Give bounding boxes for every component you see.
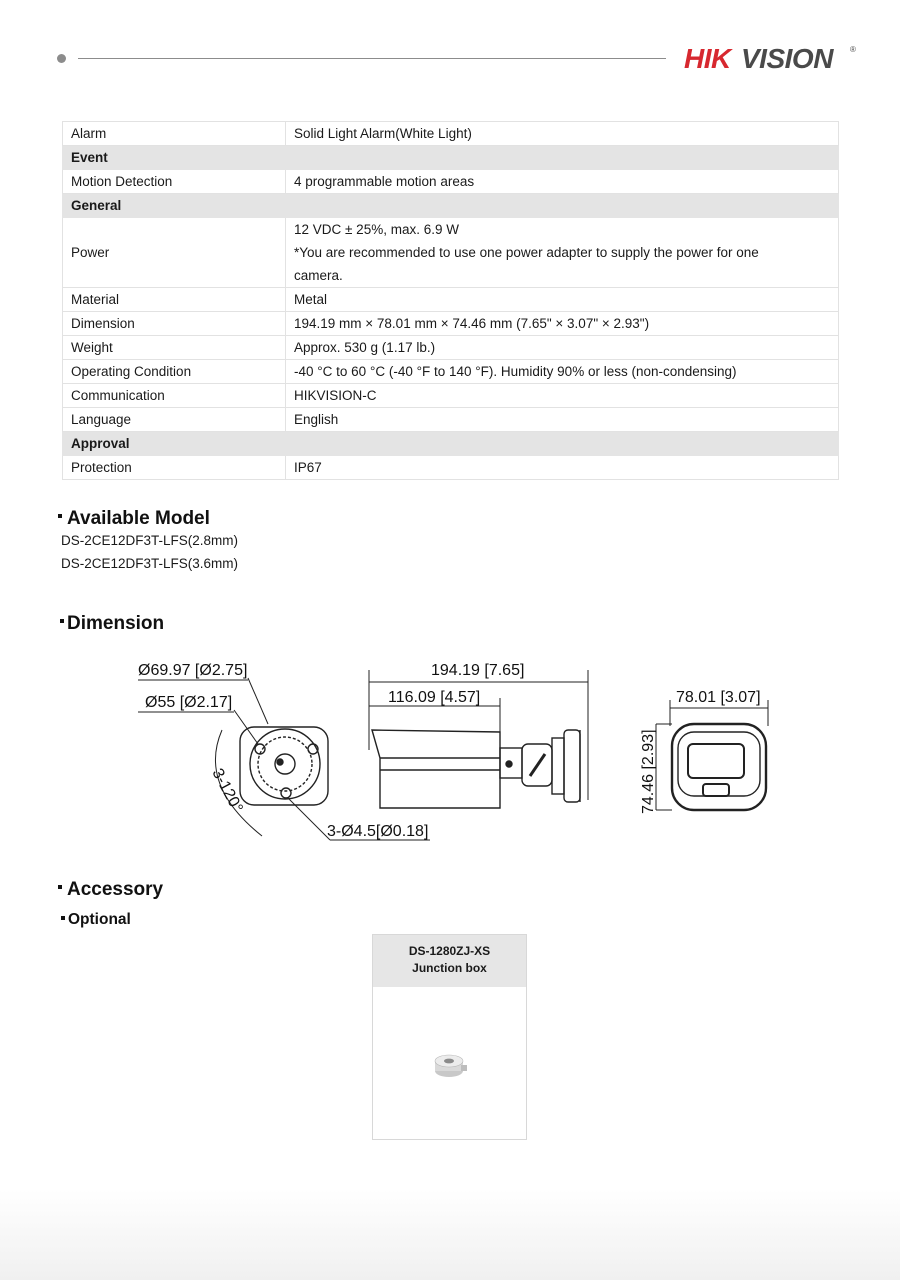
spec-table	[62, 121, 839, 480]
spec-value-line: -40 °C to 60 °C (-40 °F to 140 °F). Humidity 90% or less (non-condensing)	[294, 364, 737, 379]
spec-row	[63, 456, 839, 480]
spec-value	[286, 170, 839, 194]
accessory-card	[372, 934, 527, 1140]
spec-value-line: 12 VDC ± 25%, max. 6.9 W	[294, 222, 459, 237]
available-model-heading: Available Model	[58, 508, 210, 530]
accessory-heading: Accessory	[58, 879, 163, 901]
inner-diameter-label: Ø55 [Ø2.17]	[145, 694, 233, 711]
spec-value	[286, 336, 839, 360]
hikvision-logo	[684, 40, 860, 74]
angle-label: 3-120°	[208, 765, 246, 816]
spec-value	[286, 218, 839, 288]
optional-heading: Optional	[61, 911, 131, 929]
spec-section-label: Event	[63, 146, 839, 170]
spec-value-line: 4 programmable motion areas	[294, 174, 475, 189]
spec-value	[286, 288, 839, 312]
spec-row	[63, 408, 839, 432]
spec-value-line: HIKVISION-C	[294, 388, 377, 403]
spec-value	[286, 384, 839, 408]
outer-diameter-label: Ø69.97 [Ø2.75]	[138, 662, 248, 679]
spec-key: Communication	[63, 384, 286, 408]
model-item: DS-2CE12DF3T-LFS(3.6mm)	[61, 556, 239, 571]
spec-value-line: Metal	[294, 292, 328, 307]
bullet-square-icon	[60, 619, 64, 623]
dimension-heading: Dimension	[60, 613, 164, 635]
spec-value	[286, 456, 839, 480]
spec-value-line: camera.	[294, 268, 343, 283]
spec-key: Power	[63, 218, 286, 288]
spec-key: Alarm	[63, 122, 286, 146]
spec-key: Motion Detection	[63, 170, 286, 194]
model-item: DS-2CE12DF3T-LFS(2.8mm)	[61, 533, 239, 548]
bullet-square-icon	[58, 514, 62, 518]
spec-row	[63, 360, 839, 384]
spec-value	[286, 122, 839, 146]
spec-row	[63, 122, 839, 146]
holes-label: 3-Ø4.5[Ø0.18]	[327, 823, 429, 840]
spec-section-row	[63, 194, 839, 218]
spec-value-line: English	[294, 412, 339, 427]
dimension-drawing	[0, 640, 900, 860]
total-length-label: 194.19 [7.65]	[431, 662, 525, 679]
spec-value-line: 194.19 mm × 78.01 mm × 74.46 mm (7.65" × 3.07" × 2.93")	[294, 316, 650, 331]
spec-value-line: Solid Light Alarm(White Light)	[294, 126, 472, 141]
spec-row	[63, 288, 839, 312]
spec-key: Protection	[63, 456, 286, 480]
accessory-name: Junction box	[412, 961, 487, 975]
svg-text:VISION: VISION	[741, 43, 833, 74]
spec-value-line: *You are recommended to use one power adapter to supply the power for one	[294, 245, 759, 260]
rear-view	[656, 700, 768, 810]
spec-value	[286, 408, 839, 432]
spec-key: Weight	[63, 336, 286, 360]
spec-row	[63, 170, 839, 194]
svg-text:HIK: HIK	[684, 43, 731, 74]
header-dot	[57, 54, 66, 63]
spec-section-row	[63, 146, 839, 170]
junction-box-image	[431, 1049, 471, 1081]
spec-value	[286, 360, 839, 384]
spec-section-label: Approval	[63, 432, 839, 456]
height-label: 74.46 [2.93]	[640, 729, 657, 814]
header-rule	[78, 58, 666, 59]
spec-key: Dimension	[63, 312, 286, 336]
spec-section-row	[63, 432, 839, 456]
accessory-model: DS-1280ZJ-XS	[408, 944, 491, 958]
spec-row	[63, 384, 839, 408]
spec-value-line: IP67	[294, 460, 322, 475]
bullet-square-icon	[61, 916, 65, 920]
spec-section-label: General	[63, 194, 839, 218]
footer-band	[0, 1190, 900, 1280]
spec-key: Language	[63, 408, 286, 432]
spec-row	[63, 218, 839, 288]
spec-key: Material	[63, 288, 286, 312]
spec-value	[286, 312, 839, 336]
spec-key: Operating Condition	[63, 360, 286, 384]
spec-value-line: Approx. 530 g (1.17 lb.)	[294, 340, 436, 355]
svg-text:®: ®	[850, 45, 856, 54]
bullet-square-icon	[58, 885, 62, 889]
accessory-card-header	[373, 935, 526, 987]
spec-row	[63, 312, 839, 336]
spec-row	[63, 336, 839, 360]
body-length-label: 116.09 [4.57]	[388, 689, 481, 706]
width-label: 78.01 [3.07]	[676, 689, 761, 706]
